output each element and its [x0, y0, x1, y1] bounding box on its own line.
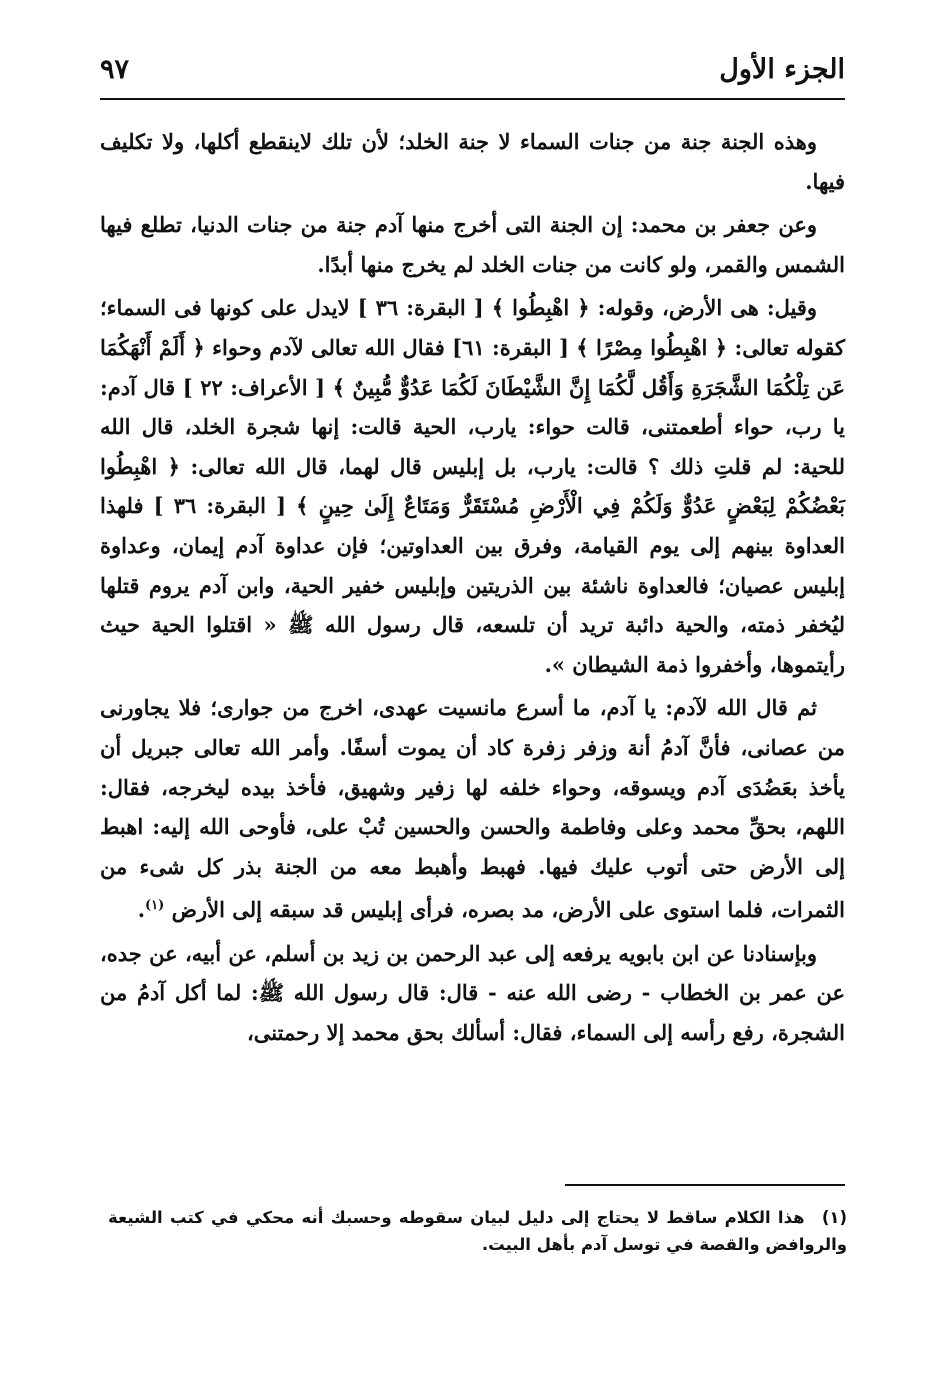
running-head-title: الجزء الأول — [719, 54, 845, 85]
footnote-separator — [565, 1184, 845, 1186]
paragraph-4-text: ثم قال الله لآدم: يا آدم، ما أسرع مانسيت عهدى، اخرج من جوارى؛ فلا يجاورنى من عصانى، فأنَّ آدمُ أنة وزفر زفرة كاد أن يموت أسفًا. وأمر الله تعالى جبريل أن يأخذ بعَضُدَى آدم ويسوقه، وحواء خلفه لها زفير وشهيق، فأخذ بيده ليخرجه، فقال: اللهم، بحقِّ محمد وعلى وفاطمة والحسن والحسين تُبْ على، فأوحى الله إليه: اهبط إلى الأرض حتى أتوب عليك فيها. فهبط وأهبط معه من الجنة بذر كل شىء من الثمرات، فلما استوى على الأرض، مد بصره، فرأى إبليس قد سبقه إلى الأرض — [100, 695, 845, 923]
paragraph-4: ثم قال الله لآدم: يا آدم، ما أسرع مانسيت عهدى، اخرج من جوارى؛ فلا يجاورنى من عصانى، فأنَّ آدمُ أنة وزفر زفرة كاد أن يموت أسفًا. وأمر الله تعالى جبريل أن يأخذ بعَضُدَى آدم ويسوقه، وحواء خلفه لها زفير وشهيق، فأخذ بيده ليخرجه، فقال: اللهم، بحقِّ محمد وعلى وفاطمة والحسن والحسين تُبْ على، فأوحى الله إليه: اهبط إلى الأرض حتى أتوب عليك فيها. فهبط وأهبط معه من الجنة بذر كل شىء من الثمرات، فلما استوى على الأرض، مد بصره، فرأى إبليس قد سبقه إلى الأرض $^{(١)}$. — [100, 695, 845, 923]
footnote — [108, 1204, 847, 1258]
footnote-text: هذا الكلام ساقط لا يحتاج إلى دليل لبيان سقوطه وحسبك أنه محكي في كتب الشيعة والروافض والقصة في توسل آدم بأهل البيت. — [108, 1208, 847, 1254]
paragraph-2: وعن جعفر بن محمد: إن الجنة التى أخرج منها آدم جنة من جنات الدنيا، تطلع فيها الشمس والقمر، ولو كانت من جنات الخلد لم يخرج منها أبدًا. — [100, 212, 845, 277]
footnote-marker: (١) — [821, 1208, 847, 1227]
page-header — [100, 52, 845, 100]
page-number: ٩٧ — [100, 54, 130, 85]
paragraph-1: وهذه الجنة جنة من جنات السماء لا جنة الخلد؛ لأن تلك لاينقطع أكلها، ولا تكليف فيها. — [100, 129, 845, 194]
paragraph-5: وبإسنادنا عن ابن بابويه يرفعه إلى عبد الرحمن بن زيد بن أسلم، عن أبيه، عن جده، عن عمر بن الخطاب - رضى الله عنه - قال: قال رسول الله ﷺ: لما أكل آدمُ من الشجرة، رفع رأسه إلى السماء، فقال: أسألك بحق محمد إلا رحمتنى، — [100, 940, 845, 1046]
main-text — [100, 122, 845, 1053]
paragraph-3: وقيل: هى الأرض، وقوله: ﴿ اهْبِطُوا ﴾ [ البقرة: ٣٦ ] لايدل على كونها فى السماء؛ كقوله تعالى: ﴿ اهْبِطُوا مِصْرًا ﴾ [ البقرة: ٦١] فقال الله تعالى لآدم وحواء ﴿ أَلَمْ أَنْهَكُمَا عَن تِلْكُمَا الشَّجَرَةِ وَأَقُل لَّكُمَا إِنَّ الشَّيْطَانَ لَكُمَا عَدُوٌّ مُّبِينٌ ﴾ [ الأعراف: ٢٢ ] قال آدم: يا رب، حواء أطعمتنى، قالت حواء: يارب، الحية قالت: إنها شجرة الخلد، قال الله للحية: لم قلتِ ذلك ؟ قالت: يارب، بل إبليس قال لهما، قال الله تعالى: ﴿ اهْبِطُوا بَعْضُكُمْ لِبَعْضٍ عَدُوٌّ وَلَكُمْ فِي الْأَرْضِ مُسْتَقَرٌّ وَمَتَاعٌ إِلَىٰ حِينٍ ﴾ [ البقرة: ٣٦ ] فلهذا العداوة بينهم إلى يوم القيامة، وفرق بين العداوتين؛ فإن عداوة آدم إيمان، وعداوة إبليس عصيان؛ فالعداوة ناشئة بين الذريتين وإبليس خفير الحية، وابن آدم يروم قتلها ليُخفر ذمته، والحية دائبة تريد أن تلسعه، قال رسول الله ﷺ « اقتلوا الحية حيث رأيتموها، وأخفروا ذمة الشيطان ». — [100, 295, 845, 677]
footnote-reference: (١) — [145, 898, 165, 914]
